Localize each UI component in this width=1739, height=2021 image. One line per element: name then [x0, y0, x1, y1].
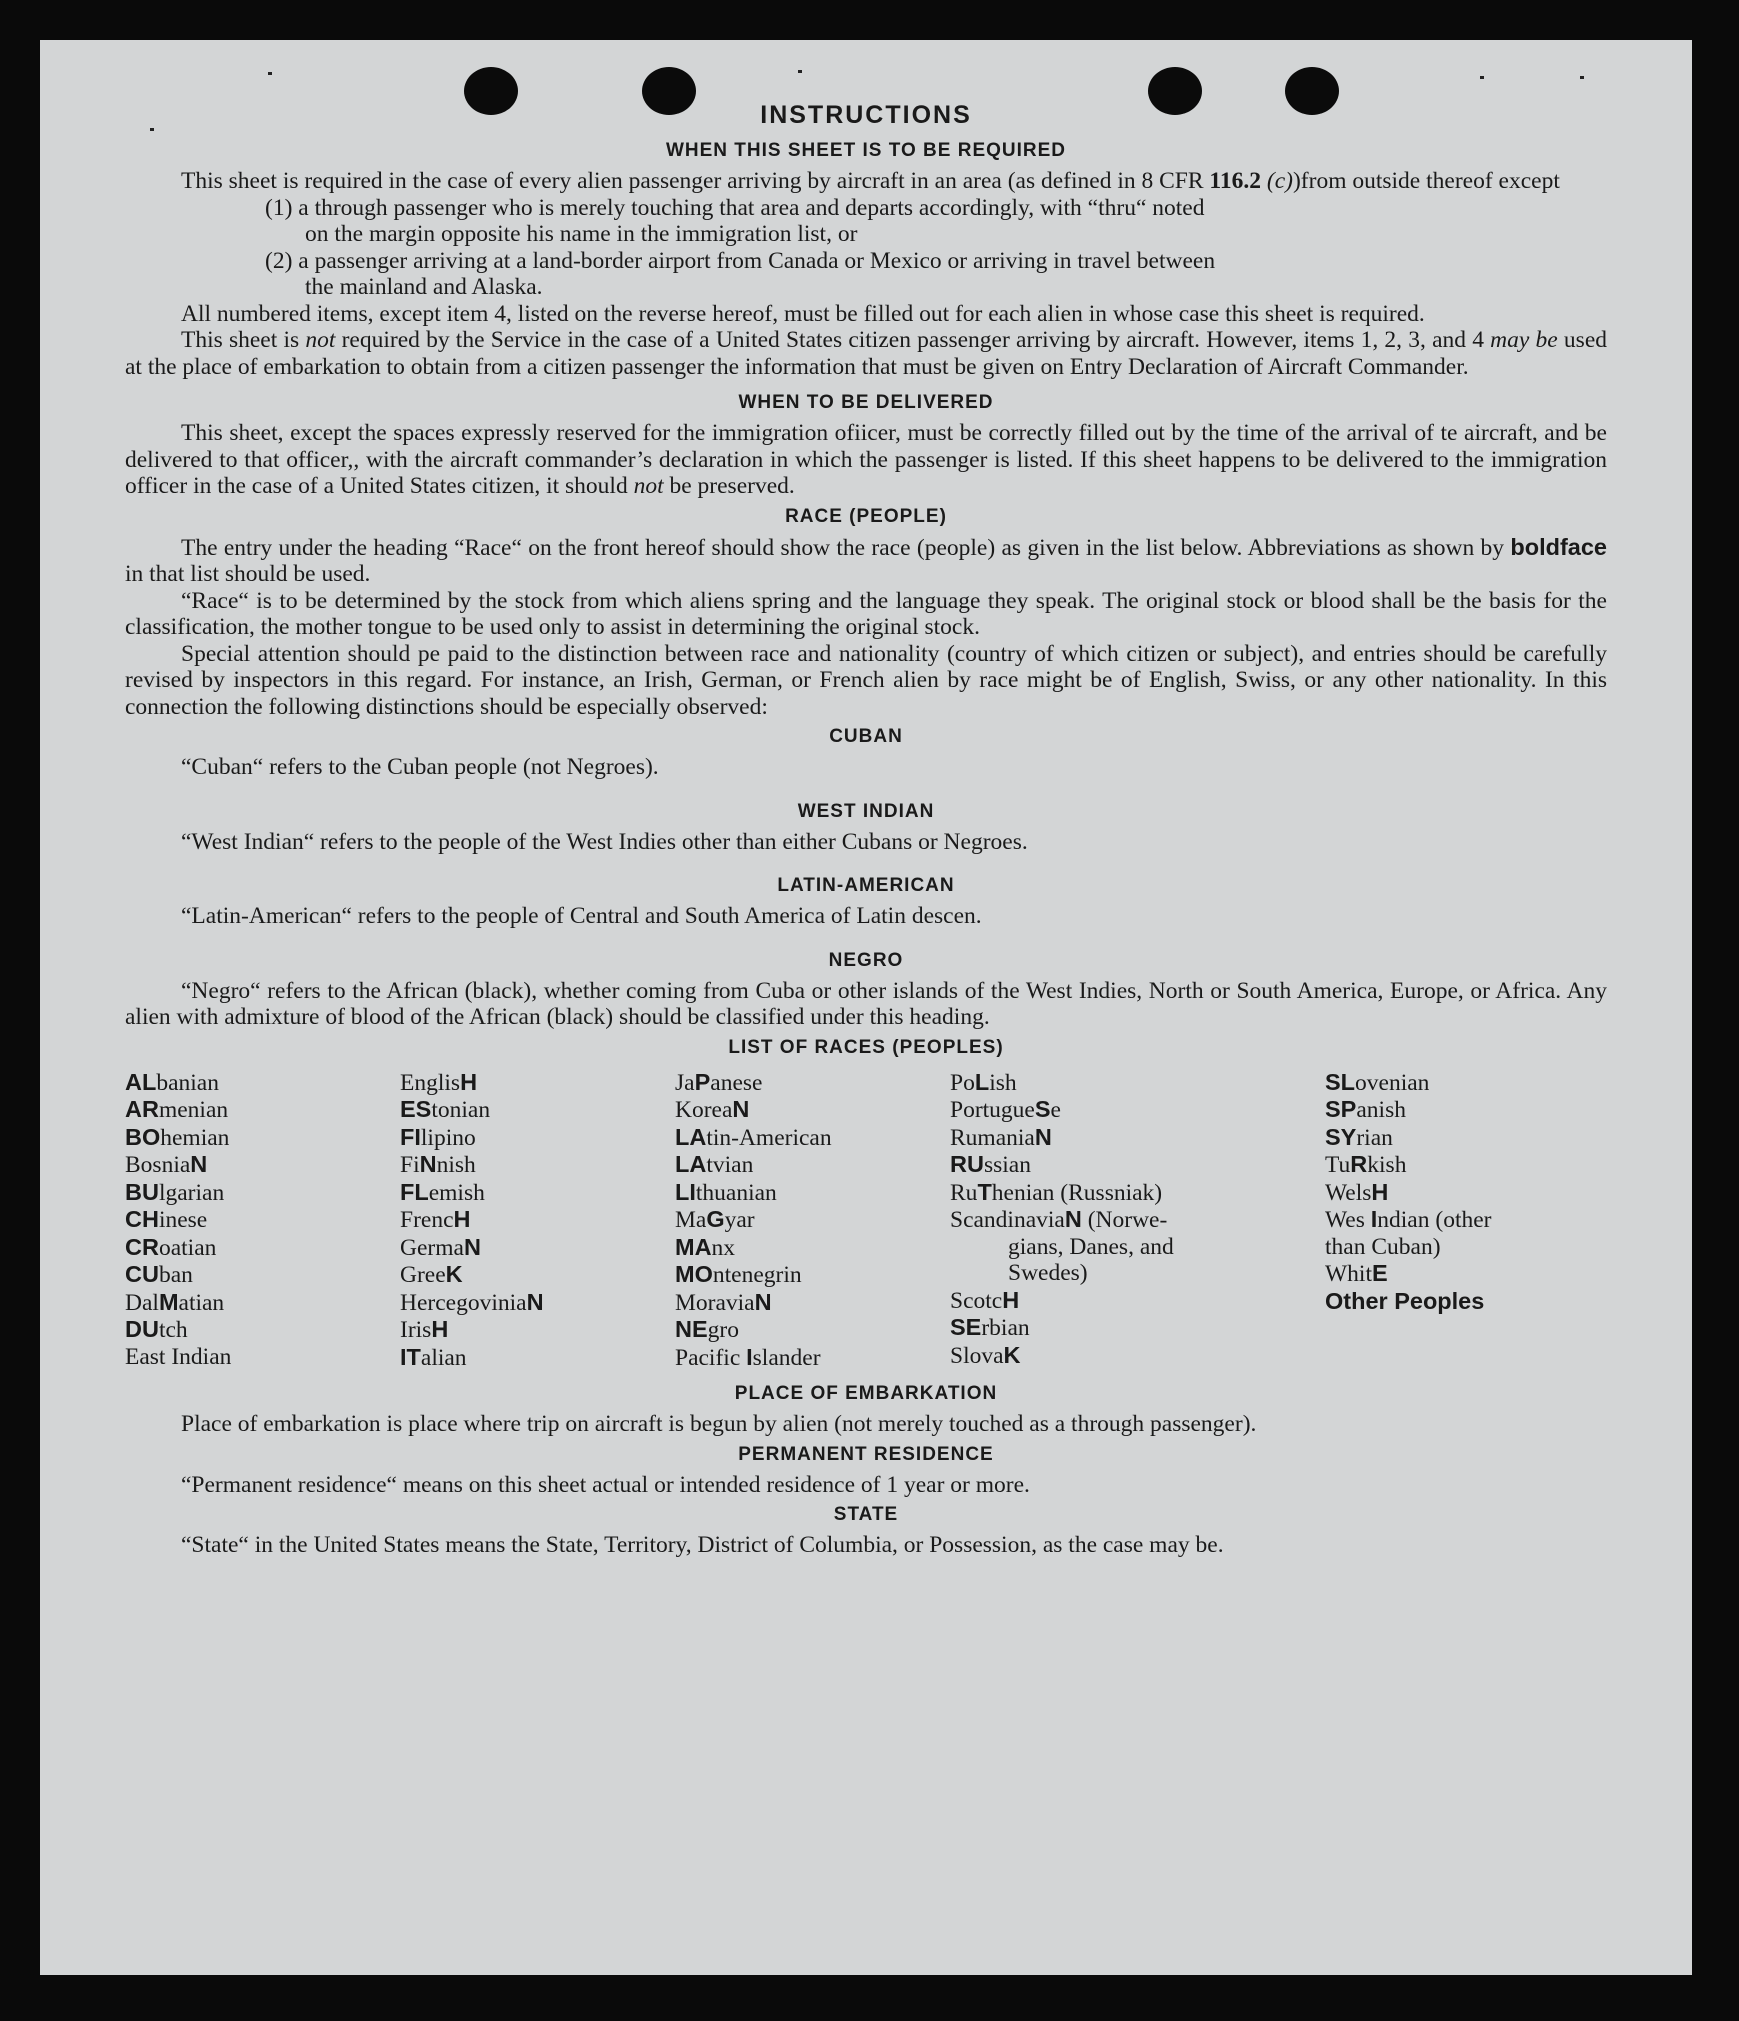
race-entry: than Cuban)	[1325, 1233, 1441, 1260]
exception-item-1: (1) a through passenger who is merely touching that area and departs accordingly, with “thru“ noted on the margin opposite his name in the immigration list, or	[265, 194, 1205, 247]
race-entry: MOntenegrin	[675, 1261, 802, 1288]
exception-list	[265, 195, 1607, 301]
race-entry: Swedes)	[1008, 1260, 1088, 1286]
race-entry: EnglisH	[400, 1068, 478, 1096]
instructions-body	[125, 96, 1607, 1559]
paragraph-cuban: “Cuban“ refers to the Cuban people (not Negroes).	[181, 754, 659, 780]
heading-race: RACE (PEOPLE)	[785, 505, 947, 527]
race-entry: SYrian	[1325, 1123, 1393, 1151]
race-entry: FiNnish	[400, 1151, 476, 1178]
heading-west-indian: WEST INDIAN	[797, 800, 935, 822]
document-sheet	[40, 40, 1692, 1975]
race-entry: KoreaN	[675, 1096, 750, 1123]
race-entry: PortugueSe	[950, 1096, 1061, 1123]
race-entry: SlovaK	[950, 1341, 1021, 1369]
race-entry: DUtch	[125, 1316, 188, 1343]
race-entry: ALbanian	[125, 1068, 219, 1096]
paragraph-race-entry: The entry under the heading “Race“ on the front hereof should show the race (people) as given in the list below. Abbreviations as shown by boldface in that list should be used.	[125, 533, 1607, 587]
race-entry: ARmenian	[125, 1096, 229, 1123]
paragraph-numbered-items: All numbered items, except item 4, listed on the reverse hereof, must be filled out for each alien in whose case this sheet is required.	[181, 300, 1425, 327]
speck	[798, 70, 802, 73]
paragraph-race-stock: “Race“ is to be determined by the stock from which aliens spring and the language they speak. The original stock or blood shall be the basis for the classification, the mother tongue to be used only to assist in determining the original stock.	[125, 587, 1607, 640]
race-entry: JaPanese	[675, 1068, 763, 1096]
paragraph-west-indian: “West Indian“ refers to the people of the West Indies other than either Cubans or Negroes.	[181, 828, 1028, 855]
paragraph-delivered: This sheet, except the spaces expressly reserved for the immigration ofiicer, must be correctly filled out by the time of the arrival of te aircraft, and be delivered to that officer,, with the aircraft commander’s declaration in which the passenger is listed. If this sheet happens to be delivered to the immigration officer in the case of a United States citizen, it should not be preserved.	[125, 420, 1607, 499]
race-column	[950, 1069, 1325, 1372]
heading-state: STATE	[833, 1504, 899, 1525]
race-entry: TuRkish	[1325, 1151, 1407, 1178]
race-entry: Other Peoples	[1325, 1287, 1485, 1314]
race-list	[125, 1069, 1607, 1372]
heading-negro: NEGRO	[828, 949, 904, 971]
heading-residence: PERMANENT RESIDENCE	[738, 1443, 994, 1465]
speck	[1480, 76, 1484, 79]
race-entry: ScotcH	[950, 1286, 1020, 1314]
race-entry: GermaN	[400, 1233, 481, 1261]
paragraph-latin-american: “Latin-American“ refers to the people of Central and South America of Latin descen.	[181, 903, 982, 929]
race-entry: Pacific Islander	[675, 1343, 821, 1371]
heading-when-delivered: WHEN TO BE DELIVERED	[738, 392, 994, 413]
race-entry: WhitE	[1325, 1260, 1388, 1287]
paragraph-residence: “Permanent residence“ means on this sheet actual or intended residence of 1 year or more.	[181, 1471, 1030, 1498]
speck	[1580, 76, 1584, 79]
race-entry: LAtin-American	[675, 1123, 832, 1151]
race-entry: Wes Indian (other	[1325, 1206, 1492, 1233]
heading-latin-american: LATIN-AMERICAN	[777, 875, 955, 896]
race-entry: FrencH	[400, 1206, 471, 1233]
race-entry: FIlipino	[400, 1123, 476, 1151]
heading-cuban: CUBAN	[829, 726, 903, 747]
race-entry: SErbian	[950, 1314, 1030, 1341]
race-entry: RUssian	[950, 1151, 1031, 1178]
race-entry: MAnx	[675, 1233, 736, 1261]
race-entry: GreeK	[400, 1261, 463, 1288]
race-entry: BUlgarian	[125, 1178, 225, 1206]
race-entry: MoraviaN	[675, 1288, 772, 1316]
race-entry: FLemish	[400, 1178, 485, 1206]
race-entry: DalMatian	[125, 1288, 225, 1316]
paragraph-embarkation: Place of embarkation is place where trip on aircraft is begun by alien (not merely touched as a through passenger).	[181, 1411, 1257, 1437]
race-entry: CRoatian	[125, 1233, 217, 1261]
race-entry: SLovenian	[1325, 1068, 1430, 1096]
race-column	[1325, 1069, 1607, 1372]
race-entry: BosniaN	[125, 1151, 208, 1178]
race-entry: CHinese	[125, 1206, 208, 1233]
race-entry: RuThenian (Russniak)	[950, 1178, 1163, 1206]
heading-embarkation: PLACE OF EMBARKATION	[734, 1383, 998, 1404]
paragraph-citizen: This sheet is not required by the Service in the case of a United States citizen passenger arriving by aircraft. However, items 1, 2, 3, and 4 may be used at the place of embarkation to obtain from a citizen passenger the information that must be given on Entry Declaration of Aircraft Commander.	[125, 327, 1607, 380]
race-entry: LAtvian	[675, 1151, 754, 1178]
race-entry: WelsH	[1325, 1178, 1389, 1206]
paragraph-race-nationality: Special attention should pe paid to the distinction between race and nationality (country of which citizen or subject), and entries should be carefully revised by inspectors in this regard. For instance, an Irish, German, or French alien by race might be of English, Swiss, or any other nationality. In this connection the following distinctions should be especially observed:	[125, 640, 1607, 720]
race-entry: HercegoviniaN	[400, 1288, 544, 1316]
heading-list-of-races: LIST OF RACES (PEOPLES)	[728, 1036, 1004, 1058]
race-entry: CUban	[125, 1261, 193, 1288]
heading-when-required: WHEN THIS SHEET IS TO BE REQUIRED	[665, 140, 1067, 161]
paragraph-state: “State“ in the United States means the State, Territory, District of Columbia, or Possession, as the case may be.	[181, 1532, 1224, 1558]
race-entry: EStonian	[400, 1096, 491, 1123]
speck	[268, 72, 272, 75]
page-title: INSTRUCTIONS	[760, 101, 972, 129]
race-entry: gians, Danes, and	[1008, 1233, 1174, 1260]
race-entry: SPanish	[1325, 1096, 1406, 1123]
race-entry: RumaniaN	[950, 1123, 1052, 1151]
race-entry: PoLish	[950, 1068, 1017, 1096]
race-column	[675, 1069, 950, 1372]
race-entry: ITalian	[400, 1343, 467, 1371]
race-entry: MaGyar	[675, 1206, 755, 1233]
race-column	[400, 1069, 675, 1372]
race-entry: LIthuanian	[675, 1178, 777, 1206]
race-entry: ScandinaviaN (Norwe-	[950, 1206, 1168, 1233]
race-entry: East Indian	[125, 1343, 232, 1370]
race-entry: IrisH	[400, 1316, 449, 1343]
paragraph-negro: “Negro“ refers to the African (black), whether coming from Cuba or other islands of the West Indies, North or South America, Europe, or Africa. Any alien with admixture of blood of the African (black) should be classified under this heading.	[125, 977, 1607, 1030]
race-entry: BOhemian	[125, 1123, 230, 1151]
race-entry: NEgro	[675, 1316, 739, 1343]
race-column	[125, 1069, 400, 1372]
exception-item-2: (2) a passenger arriving at a land-border airport from Canada or Mexico or arriving in travel between the mainland and Alaska.	[265, 247, 1216, 300]
paragraph-required: This sheet is required in the case of every alien passenger arriving by aircraft in an area (as defined in 8 CFR 116.2 (c))from outside thereof except	[181, 168, 1560, 194]
